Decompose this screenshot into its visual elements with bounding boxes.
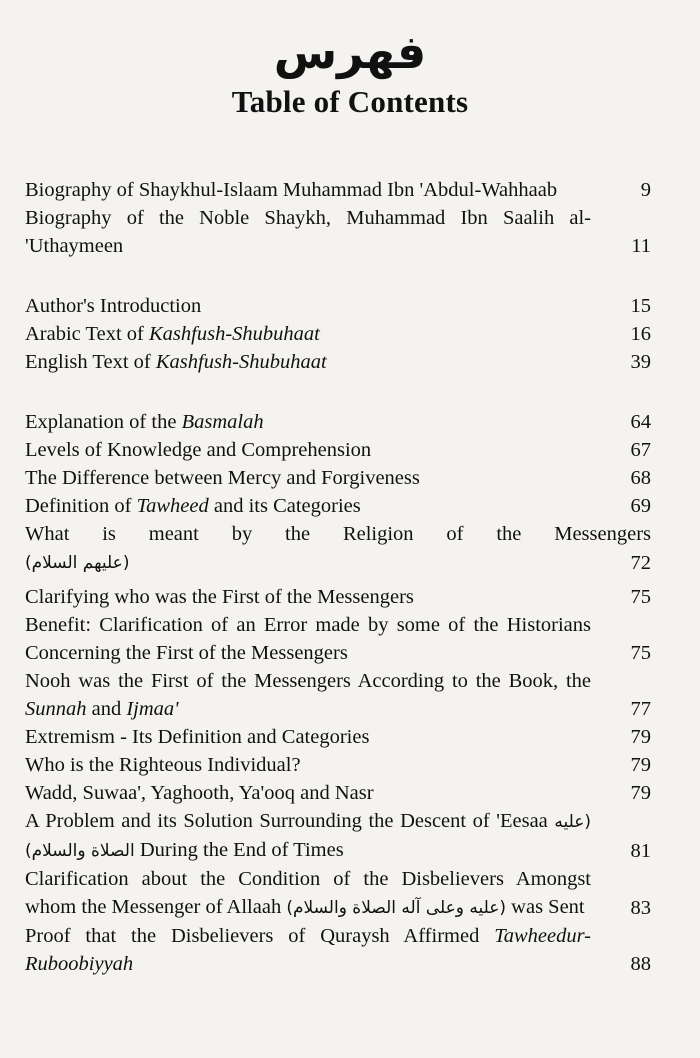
toc-entry-title: Benefit: Clarification of an Error made by some of the Historians Concerning the First of the Messengers: [25, 614, 591, 664]
toc-entry-title: A Problem and its Solution Surrounding the Descent of 'Eesaa (عليه الصلاة والسلام) During the End of Times: [25, 810, 591, 861]
toc-entry-title: Biography of Shaykhul-Islaam Muhammad Ibn 'Abdul-Wahhaab: [25, 179, 558, 201]
toc-entry-page: 79: [630, 726, 651, 748]
arabic-calligraphy-title: فهرس: [273, 25, 427, 79]
toc-entry-page: 68: [630, 467, 651, 489]
toc-entry-title: Author's Introduction: [25, 295, 202, 317]
toc-entry-title: Clarifying who was the First of the Messengers: [25, 586, 414, 608]
toc-entry-page: 64: [630, 411, 651, 433]
toc-entry-title: Who is the Righteous Individual?: [25, 754, 301, 776]
toc-entry-page: 72: [630, 552, 651, 574]
toc-entry: [25, 320, 651, 348]
toc-entry-page: 39: [630, 351, 651, 373]
page-title: Table of Contents: [231, 84, 469, 119]
toc-entry-page: 11: [631, 235, 651, 257]
toc-entry-page: 67: [630, 439, 651, 461]
toc-entry: [25, 204, 651, 260]
toc-entry: [25, 520, 651, 548]
arabic-honorific: (عليه وعلى آله الصلاة والسلام): [286, 898, 507, 918]
toc-entry-title: Levels of Knowledge and Comprehension: [25, 439, 372, 461]
toc-entry-title: Extremism - Its Definition and Categories: [25, 726, 370, 748]
toc-entry-page: 77: [630, 698, 651, 720]
toc-entry-page: 79: [630, 782, 651, 804]
toc-entry-title: The Difference between Mercy and Forgiveness: [25, 467, 420, 489]
toc-entry-title: Nooh was the First of the Messengers According to the Book, the Sunnah and Ijmaa': [25, 670, 591, 720]
toc-entry: [25, 176, 651, 204]
toc-entry: [25, 922, 651, 978]
toc-entry-page: 75: [630, 586, 651, 608]
toc-entry: [25, 348, 651, 376]
toc-entry-cont: [25, 548, 651, 577]
toc-entry-title: Proof that the Disbelievers of Quraysh Affirmed Tawheedur-Ruboobiyyah: [25, 925, 591, 975]
toc-entry-page: 83: [630, 897, 651, 919]
toc-entry-title: What is meant by the Religion of the Messengers: [25, 523, 651, 545]
toc-entry-page: 69: [630, 495, 651, 517]
toc-entry-page: 88: [630, 953, 651, 975]
page-header: [0, 22, 700, 120]
toc-entry-page: 15: [630, 295, 651, 317]
toc-entry: [25, 723, 651, 751]
toc-entry: [25, 807, 651, 865]
toc-entry: [25, 436, 651, 464]
toc-entry-page: 81: [630, 840, 651, 862]
toc-entry: [25, 751, 651, 779]
toc-entry-title: Wadd, Suwaa', Yaghooth, Ya'ooq and Nasr: [25, 782, 374, 804]
toc-entry-title: Arabic Text of Kashfush-Shubuhaat: [25, 323, 320, 345]
toc-entry-title: English Text of Kashfush-Shubuhaat: [25, 351, 327, 373]
toc-entry: [25, 464, 651, 492]
toc-entry-page: 79: [630, 754, 651, 776]
toc-entry: [25, 865, 651, 922]
toc-entry-page: 16: [630, 323, 651, 345]
toc-entry-page: 75: [630, 642, 651, 664]
toc-entry: [25, 292, 651, 320]
toc-entry: [25, 583, 651, 611]
arabic-honorific: (عليهم السلام): [25, 553, 130, 573]
toc-entry: [25, 667, 651, 723]
toc-entry: [25, 611, 651, 667]
table-of-contents: [25, 176, 651, 978]
toc-entry-title: Biography of the Noble Shaykh, Muhammad Ibn Saalih al-'Uthaymeen: [25, 207, 591, 257]
toc-entry: [25, 779, 651, 807]
toc-entry-title: Clarification about the Condition of the Disbelievers Amongst whom the Messenger of Allaah (عليه وعلى آله الصلاة والسلام) was Sent: [25, 868, 591, 918]
arabic-honorific: (عليه الصلاة والسلام): [25, 812, 591, 861]
toc-entry-title: Definition of Tawheed and its Categories: [25, 495, 361, 517]
toc-entry: [25, 492, 651, 520]
toc-entry: [25, 408, 651, 436]
toc-entry-title: Explanation of the Basmalah: [25, 411, 264, 433]
toc-entry-page: 9: [640, 179, 651, 201]
